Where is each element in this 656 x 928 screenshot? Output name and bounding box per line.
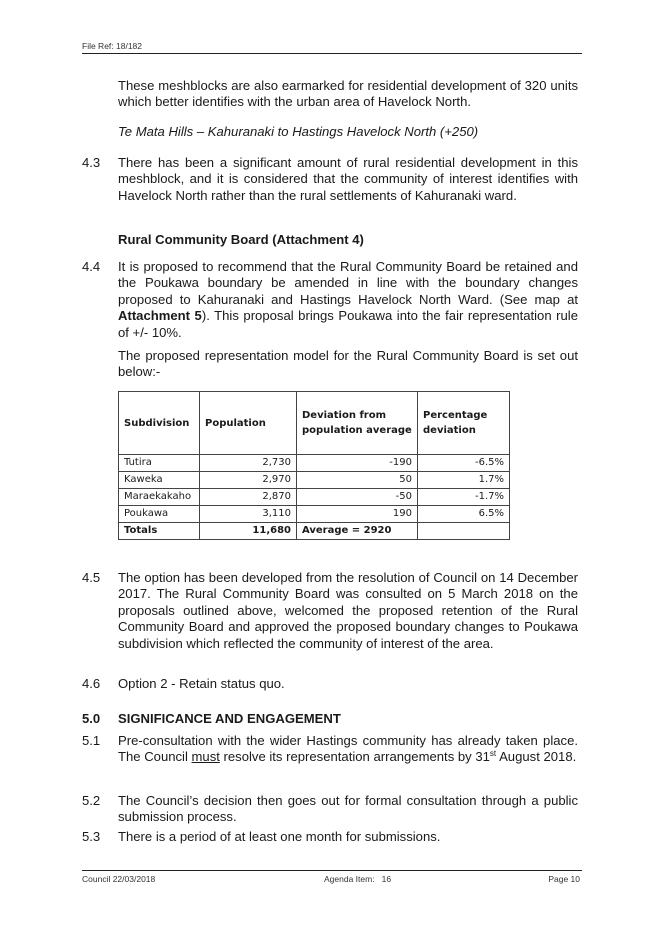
section-number-5-3: 5.3	[82, 829, 101, 844]
section-4-4-text: It is proposed to recommend that the Rural Community Board be retained and the Poukawa boundary be amended in line with the boundary changes proposed to Kahuranaki and Hastings Havelock North Ward. (See map at Attachment 5). This proposal brings Poukawa into the fair representation rule of +/- 10%.	[118, 259, 578, 340]
section-number-5-0: 5.0	[82, 711, 101, 726]
totals-blank	[418, 523, 510, 540]
cell-deviation: -50	[297, 489, 418, 506]
header-rule	[82, 53, 582, 54]
cell-deviation: 190	[297, 506, 418, 523]
section-number-4-3: 4.3	[82, 155, 101, 170]
table-header-row	[119, 392, 510, 455]
rcb-heading: Rural Community Board (Attachment 4)	[118, 232, 364, 247]
table-totals-row	[119, 523, 510, 540]
cell-deviation: -190	[297, 455, 418, 472]
cell-subdivision: Kaweka	[119, 472, 200, 489]
header-subdivision: Subdivision	[119, 392, 200, 455]
must-underlined: must	[191, 749, 220, 765]
cell-population: 2,870	[200, 489, 297, 506]
boundary-move-heading: Te Mata Hills – Kahuranaki to Hastings Havelock North (+250)	[118, 124, 479, 139]
cell-population: 2,730	[200, 455, 297, 472]
section-number-4-5: 4.5	[82, 570, 101, 585]
header-deviation: Deviation from population average	[297, 392, 418, 455]
table-row	[119, 455, 510, 472]
footer-rule	[82, 870, 582, 871]
section-5-3-text: There is a period of at least one month for submissions.	[118, 829, 441, 844]
cell-subdivision: Poukawa	[119, 506, 200, 523]
meshblock-paragraph: These meshblocks are also earmarked for residential development of 320 units which better identifies with the urban area of Havelock North.	[118, 78, 578, 110]
totals-population: 11,680	[200, 523, 297, 540]
representation-table	[118, 391, 510, 540]
section-number-4-6: 4.6	[82, 676, 101, 691]
table-row	[119, 489, 510, 506]
footer-page-number: Page 10	[548, 874, 580, 884]
section-5-2-text: The Council’s decision then goes out for formal consultation through a public submission process.	[118, 793, 578, 825]
model-intro-text: The proposed representation model for the Rural Community Board is set out below:-	[118, 348, 578, 380]
cell-deviation: 50	[297, 472, 418, 489]
header-percentage: Percentage deviation	[418, 392, 510, 455]
cell-percentage: -1.7%	[418, 489, 510, 506]
footer-agenda-item: Agenda Item: 16	[324, 874, 392, 884]
file-reference: File Ref: 18/182	[82, 41, 143, 51]
section-4-3-text: There has been a significant amount of rural residential development in this meshblock, and it is considered that the community of interest identifies with Havelock North rather than the rural settlements of Kahuranaki ward.	[118, 155, 578, 203]
attachment-5-ref: Attachment 5	[118, 308, 202, 324]
section-number-5-1: 5.1	[82, 733, 101, 748]
cell-percentage: 6.5%	[418, 506, 510, 523]
section-4-6-text: Option 2 - Retain status quo.	[118, 676, 285, 691]
section-4-5-text: The option has been developed from the resolution of Council on 14 December 2017. The Rural Community Board was consulted on 5 March 2018 on the proposals outlined above, welcomed the proposed retention of the Rural Community Board and approved the proposed boundary changes to Poukawa subdivision which reflected the community of interest of the area.	[118, 570, 578, 651]
cell-population: 2,970	[200, 472, 297, 489]
section-number-4-4: 4.4	[82, 259, 101, 274]
cell-population: 3,110	[200, 506, 297, 523]
cell-percentage: -6.5%	[418, 455, 510, 472]
footer-council-date: Council 22/03/2018	[82, 874, 156, 884]
totals-average: Average = 2920	[297, 523, 418, 540]
section-5-title: SIGNIFICANCE AND ENGAGEMENT	[118, 711, 341, 726]
section-5-1-text: Pre-consultation with the wider Hastings community has already taken place. The Council must resolve its representation arrangements by 31st August 2018.	[118, 733, 578, 765]
cell-subdivision: Tutira	[119, 455, 200, 472]
header-population: Population	[200, 392, 297, 455]
table-row	[119, 472, 510, 489]
cell-subdivision: Maraekakaho	[119, 489, 200, 506]
cell-percentage: 1.7%	[418, 472, 510, 489]
totals-label: Totals	[119, 523, 200, 540]
section-number-5-2: 5.2	[82, 793, 101, 808]
table-row	[119, 506, 510, 523]
